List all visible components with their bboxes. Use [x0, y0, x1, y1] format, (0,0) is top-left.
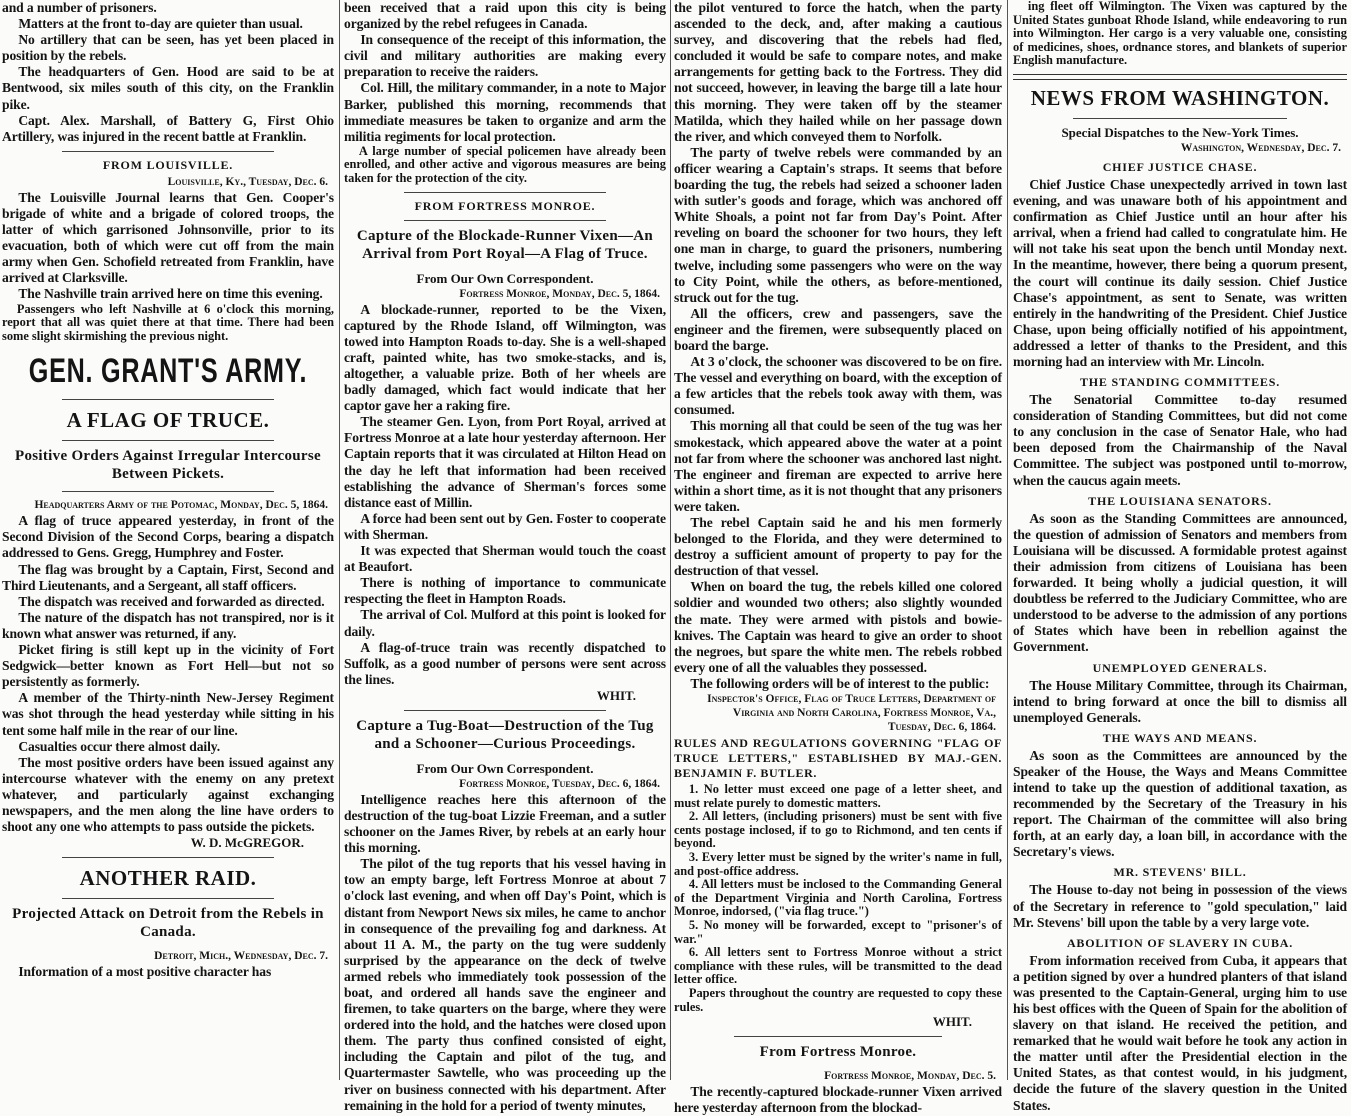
column-4 — [1013, 0, 1347, 1113]
paragraph: There is nothing of importance to communicate respecting the fleet in Hampton Roads. — [344, 575, 666, 607]
rule-divider — [62, 440, 274, 441]
column-3 — [674, 0, 1002, 1116]
small-paragraph: 1. No letter must exceed one page of a letter sheet, and must relate purely to domestic matters. — [674, 782, 1002, 810]
section-heading: UNEMPLOYED GENERALS. — [1092, 660, 1268, 675]
paragraph: Col. Hill, the military commander, in a note to Major Barker, published this morning, recommends that immediate measures be taken to organize and arm the militia regiments for local protection. — [344, 80, 666, 144]
small-paragraph: 4. All letters must be inclosed to the Commanding General of the Department Virginia and North Carolina, Fortress Monroe, indorsed, ("via flag truce.") — [674, 877, 1002, 919]
dateline: Fortress Monroe, Monday, Dec. 5, 1864. — [459, 287, 660, 300]
rule-divider — [62, 151, 274, 152]
column-divider — [670, 0, 671, 1080]
small-paragraph: Passengers who left Nashville at 6 o'clock this morning, report that all was quiet there at that time. There had been some slight skirmishing the previous night. — [2, 301, 334, 343]
dateline: Fortress Monroe, Monday, Dec. 5. — [824, 1070, 996, 1083]
small-paragraph: 5. No money will be forwarded, except to "prisoner's of war." — [674, 917, 1002, 946]
section-heading: ABOLITION OF SLAVERY IN CUBA. — [1066, 935, 1294, 950]
section-heading: FROM FORTRESS MONROE. — [414, 198, 596, 213]
signature: W. D. McGREGOR. — [190, 835, 304, 851]
paragraph: The following orders will be of interest to the public: — [690, 675, 990, 691]
paragraph: A flag-of-truce train was recently dispatched to Suffolk, as a good number of persons were sent across the lines. — [344, 639, 666, 687]
paragraph: Intelligence reaches here this afternoon of the destruction of the tug-boat Lizzie Freeman, and a sutler schooner on the James River, by rebels at an early hour this morning. — [344, 791, 666, 856]
dateline: Detroit, Mich., Wednesday, Dec. 7. — [154, 950, 328, 963]
headline: A FLAG OF TRUCE. — [66, 408, 270, 433]
column-2 — [344, 0, 666, 1113]
rule-divider — [734, 1036, 942, 1037]
paragraph: A force had been sent out by Gen. Foster to cooperate with Sherman. — [344, 510, 666, 542]
small-paragraph: ing fleet off Wilmington. The Vixen was captured by the United States gunboat Rhode Island, while endeavoring to run into Wilmington. Her cargo is a very valuable one, consisting of medicines, shoes, ordnance stores, and blankets of superior English manufacture. — [1013, 0, 1347, 68]
dateline: Fortress Monroe, Tuesday, Dec. 6, 1864. — [459, 777, 660, 790]
headline: ANOTHER RAID. — [79, 866, 257, 891]
subheadline: Positive Orders Against Irregular Intercourse Between Pickets. — [15, 448, 321, 483]
paragraph: The rebel Captain said he and his men formerly belonged to the Florida, and they were determined to destroy a sufficient amount of property to pay for the destruction of that vessel. — [674, 515, 1002, 579]
dateline: Louisville, Ky., Tuesday, Dec. 6. — [167, 175, 328, 188]
paragraph: The pilot of the tug reports that his vessel having in tow an empty barge, left Fortress Monroe at about 7 o'clock last evening, and when off Day's Point, which is distant from Newport News six miles, he came to anchor in consequence of the prevailing fog and darkness. At about 11 A. M., the party on the tug were suddenly surprised by the appearance on the deck of twelve armed rebels who immediately took possession of the boat, and ordered all hands save the engineer and firemen, to take quarters on the barge, where they were ordered into the hold, and the hatches were closed upon them. The party thus confined consisted of eight, including the Captain and pilot of the tug, and Quartermaster Sawtelle, who was proceeding up the river on business connected with his department. After remaining in the hold for a period of twenty minutes, — [344, 856, 666, 1113]
small-paragraph: Papers throughout the country are requested to copy these rules. — [674, 985, 1002, 1014]
signature: WHIT. — [932, 1014, 972, 1030]
paragraph: As soon as the Standing Committees are announced, the question of admission of Senators and members from Louisiana will be discussed. A formidable protest against their admission from citizens of Louisiana has been forwarded. It being wholly a judicial question, it will doubtless be referred to the Judiciary Committee, who are understood to be adverse to the admission of any portions of States which have been in rebellion against the Government. — [1013, 510, 1347, 655]
section-heading: MR. STEVENS' BILL. — [1113, 865, 1247, 880]
rule-divider — [404, 220, 606, 221]
paragraph: Information of a most positive character has — [18, 964, 272, 980]
paragraph: The most positive orders have been issued against any intercourse whatever with the enemy on any pretext whatever, and particularly against exchanging newspapers, and the men along the line have orders to shoot any one who attempts to pass outside the pickets. — [2, 754, 334, 835]
section-heading: THE LOUISIANA SENATORS. — [1088, 493, 1272, 508]
subheadline: Capture of the Blockade-Runner Vixen—An Arrival from Port Royal—A Flag of Truce. — [356, 227, 654, 262]
paragraph: The party of twelve rebels were commanded by an officer wearing a Captain's straps. It seems that before boarding the tug, the rebels had seized a schooner laden with sutler's goods and forage, which was anchored off White Shoals, a point not far from Day's Point. After reveling on board the schooner for two hours, they left one man in charge, to guard the prisoners, numbering twelve, including some passengers who were on the way to City Point, while the others, as before-mentioned, struck out for the tug. — [674, 144, 1002, 305]
paragraph-continued: been received that a raid upon this city is being organized by the rebel refugees in Canada. — [344, 0, 666, 32]
paragraph-continued: the pilot ventured to force the hatch, when the party ascended to the deck, and, after making a cautious survey, and discovering that the rebels had fled, concluded it would be safe to compare notes, and make arrangements for getting back to the Fortress. They did not succeed, however, in leaving the barge till a late hour this morning. They were taken off by the steamer Matilda, which they hailed while on her passage down the river, and which conveyed them to Norfolk. — [674, 0, 1002, 144]
column-1 — [2, 0, 334, 1080]
paragraph: The House Military Committee, through its Chairman, intend to bring forward at once the bill to dismiss all unemployed Generals. — [1013, 677, 1347, 725]
dateline: Headquarters Army of the Potomac, Monday, Dec. 5, 1864. — [34, 499, 328, 512]
paragraph: The dispatch was received and forwarded as directed. — [18, 593, 325, 609]
headline: NEWS FROM WASHINGTON. — [1030, 85, 1330, 110]
dateline: Washington, Wednesday, Dec. 7. — [1180, 141, 1341, 154]
dateline: Inspector's Office, Flag of Truce Letters, Department of Virginia and North Carolina, Fortress Monroe, Va., Tuesday, Dec. 6, 1864. — [707, 693, 996, 734]
paragraph: From information received from Cuba, it appears that a petition signed by over a hundred planters of that island was presented to the Captain-General, urging him to use his best offices with the Queen of Spain for the abolition of slavery on that island. He received the petition, and remarked that he would wait before he took any action in the matter until after the Presidential election in the United States, as that contest would, in his judgment, decide the future of the slavery question in the United States. — [1013, 952, 1347, 1113]
rule-divider — [404, 192, 606, 193]
rule-divider — [62, 399, 274, 400]
paragraph: Capt. Alex. Marshall, of Battery G, First Ohio Artillery, was injured in the recent battle at Franklin. — [2, 112, 334, 144]
byline: Special Dispatches to the New-York Times. — [1061, 124, 1299, 140]
rule-divider — [1073, 118, 1287, 119]
paragraph: The Nashville train arrived here on time this evening. — [18, 286, 323, 302]
paragraph: The Senatorial Committee to-day resumed consideration of Standing Committees, but did not come to any conclusion in the case of Senator Hale, who had been deposed from the Chairmanship of the Naval Committee. The subject was postponed until to-morrow, when the caucus again meets. — [1013, 392, 1347, 488]
subheadline: Capture a Tug-Boat—Destruction of the Tug and a Schooner—Curious Proceedings. — [356, 717, 654, 752]
rules-heading: RULES AND REGULATIONS GOVERNING "FLAG OF TRUCE LETTERS," ESTABLISHED BY MAJ.-GEN. BENJAMIN F. BUTLER. — [674, 736, 1002, 781]
paragraph: No artillery that can be seen, has yet been placed in position by the rebels. — [2, 32, 334, 64]
small-paragraph: A large number of special policemen have already been enrolled, and other active and vigorous measures are being taken for the protection of the city. — [344, 143, 666, 186]
paragraph: It was expected that Sherman would touch the coast at Beaufort. — [344, 543, 666, 575]
small-paragraph: 3. Every letter must be signed by the writer's name in full, and post-office address. — [674, 850, 1002, 878]
paragraph: Casualties occur there almost daily. — [18, 738, 220, 754]
paragraph: All the officers, crew and passengers, save the engineer and the firemen, were subsequently placed on board the barge. — [674, 305, 1002, 353]
rule-divider — [62, 898, 274, 899]
byline: From Our Own Correspondent. — [416, 760, 594, 776]
paragraph: A blockade-runner, reported to be the Vixen, captured by the Rhode Island, off Wilmington, was towed into Hampton Roads to-day. She is a well-shaped craft, painted white, has two smoke-stacks, and is, altogether, a valuable prize. Both of her wheels are badly damaged, which fact would indicate that her captor gave her a raking fire. — [344, 301, 666, 414]
rule-divider — [404, 710, 606, 711]
paragraph: Chief Justice Chase unexpectedly arrived in town last evening, and was unaware both of his appointment and confirmation as Chief Justice until an hour after his arrival, when a friend had called to congratulate him. He will not take his seat upon the bench until Monday next. In the meantime, however, there being a quorum present, the court will continue its daily session. Chief Justice Chase's appointment, as sent to Senate, was written entirely in the handwriting of the President. Chief Justice Chase, upon being officially notified of his appointment, addressed a letter of thanks to the President, and this morning had an interview with Mr. Lincoln. — [1013, 176, 1347, 369]
column-divider — [1007, 0, 1008, 1080]
rule-divider — [62, 857, 274, 858]
section-heading: THE WAYS AND MEANS. — [1102, 730, 1258, 745]
subheadline: Projected Attack on Detroit from the Rebels in Canada. — [12, 906, 324, 941]
paragraph: The headquarters of Gen. Hood are said to be at Bentwood, six miles south of this city, on the Franklin pike. — [2, 64, 334, 112]
paragraph: At 3 o'clock, the schooner was discovered to be on fire. The vessel and everything on board, with the exception of a few articles that the rebels took away with them, was consumed. — [674, 354, 1002, 418]
signature: WHIT. — [596, 687, 636, 703]
paragraph: Picket firing is still kept up in the vicinity of Fort Sedgwick—better known as Fort Hell—but not so persistently as formerly. — [2, 642, 334, 690]
small-paragraph: 2. All letters, (including prisoners) must be sent with five cents postage inclosed, if to go to Richmond, and ten cents if beyond. — [674, 809, 1002, 851]
paragraph: The flag was brought by a Captain, First, Second and Third Lieutenants, and a Sergeant, all staff officers. — [2, 561, 334, 593]
paragraph: A flag of truce appeared yesterday, in front of the Second Division of the Second Corps, bearing a dispatch addressed to Gens. Gregg, Humphrey and Foster. — [2, 513, 334, 561]
paragraph: The recently-captured blockade-runner Vixen arrived here yesterday afternoon from the blockad- — [674, 1084, 1002, 1116]
byline: From Our Own Correspondent. — [416, 270, 594, 286]
section-heading: FROM LOUISVILLE. — [102, 157, 234, 172]
rule-divider — [62, 491, 274, 492]
paragraph: Matters at the front to-day are quieter than usual. — [18, 16, 303, 32]
paragraph: The Louisville Journal learns that Gen. Cooper's brigade of white and a brigade of colored troops, the latter of which garrisoned Johnsonville, prior to its evacuation, both of which were cut off from the main army when Gen. Schofield retreated from Franklin, have arrived at Clarksville. — [2, 189, 334, 286]
paragraph: As soon as the Committees are announced by the Speaker of the House, the Ways and Means Committee intend to take up the question of additional taxation, as recommended by the Secretary of the Treasury in his report. The Chairman of the committee will also bring forth, at an early day, a loan bill, in accordance with the Secretary's views. — [1013, 747, 1347, 860]
main-headline: GEN. GRANT'S ARMY. — [28, 352, 308, 391]
paragraph: When on board the tug, the rebels killed one colored soldier and wounded two others; also slightly wounded the mate. They were armed with pistols and bowie-knives. The Captain was heard to give an order to shoot the negroes, but spare the white men. The rebels robbed every one of all the valuables they possessed. — [674, 579, 1002, 675]
paragraph: The nature of the dispatch has not transpired, nor is it known what answer was returned, if any. — [2, 609, 334, 641]
paragraph: The arrival of Col. Mulford at this point is looked for daily. — [344, 607, 666, 639]
paragraph: This morning all that could be seen of the tug was her smokestack, which appeared above the water at a point not far from where the schooner was anchored last night. The engineer and fireman are expected to arrive here within a short time, as it is not thought that any prisoners were taken. — [674, 418, 1002, 514]
paragraph: The steamer Gen. Lyon, from Port Royal, arrived at Fortress Monroe at a late hour yesterday afternoon. Her Captain reports that it was circulated at Hilton Head on the day he left that information had been received establishing the advance of Sherman's forces some distance east of Millin. — [344, 414, 666, 510]
paragraph: The House to-day not being in possession of the views of the Secretary in reference to "gold speculation," laid Mr. Stevens' bill upon the table by a very large vote. — [1013, 882, 1347, 930]
paragraph: In consequence of the receipt of this information, the civil and military authorities are making every preparation to receive the raiders. — [344, 32, 666, 80]
column-divider — [339, 0, 340, 1080]
section-heading: CHIEF JUSTICE CHASE. — [1102, 159, 1258, 174]
small-paragraph: 6. All letters sent to Fortress Monroe without a strict compliance with these rules, will be transmitted to the dead letter office. — [674, 945, 1002, 987]
section-heading: THE STANDING COMMITTEES. — [1079, 375, 1280, 390]
double-rule-divider — [1013, 74, 1347, 80]
paragraph: A member of the Thirty-ninth New-Jersey Regiment was shot through the head yesterday while sitting in his tent some half mile in the rear of our line. — [2, 690, 334, 738]
subheadline: From Fortress Monroe. — [759, 1044, 917, 1061]
paragraph-continued: and a number of prisoners. — [2, 0, 157, 15]
